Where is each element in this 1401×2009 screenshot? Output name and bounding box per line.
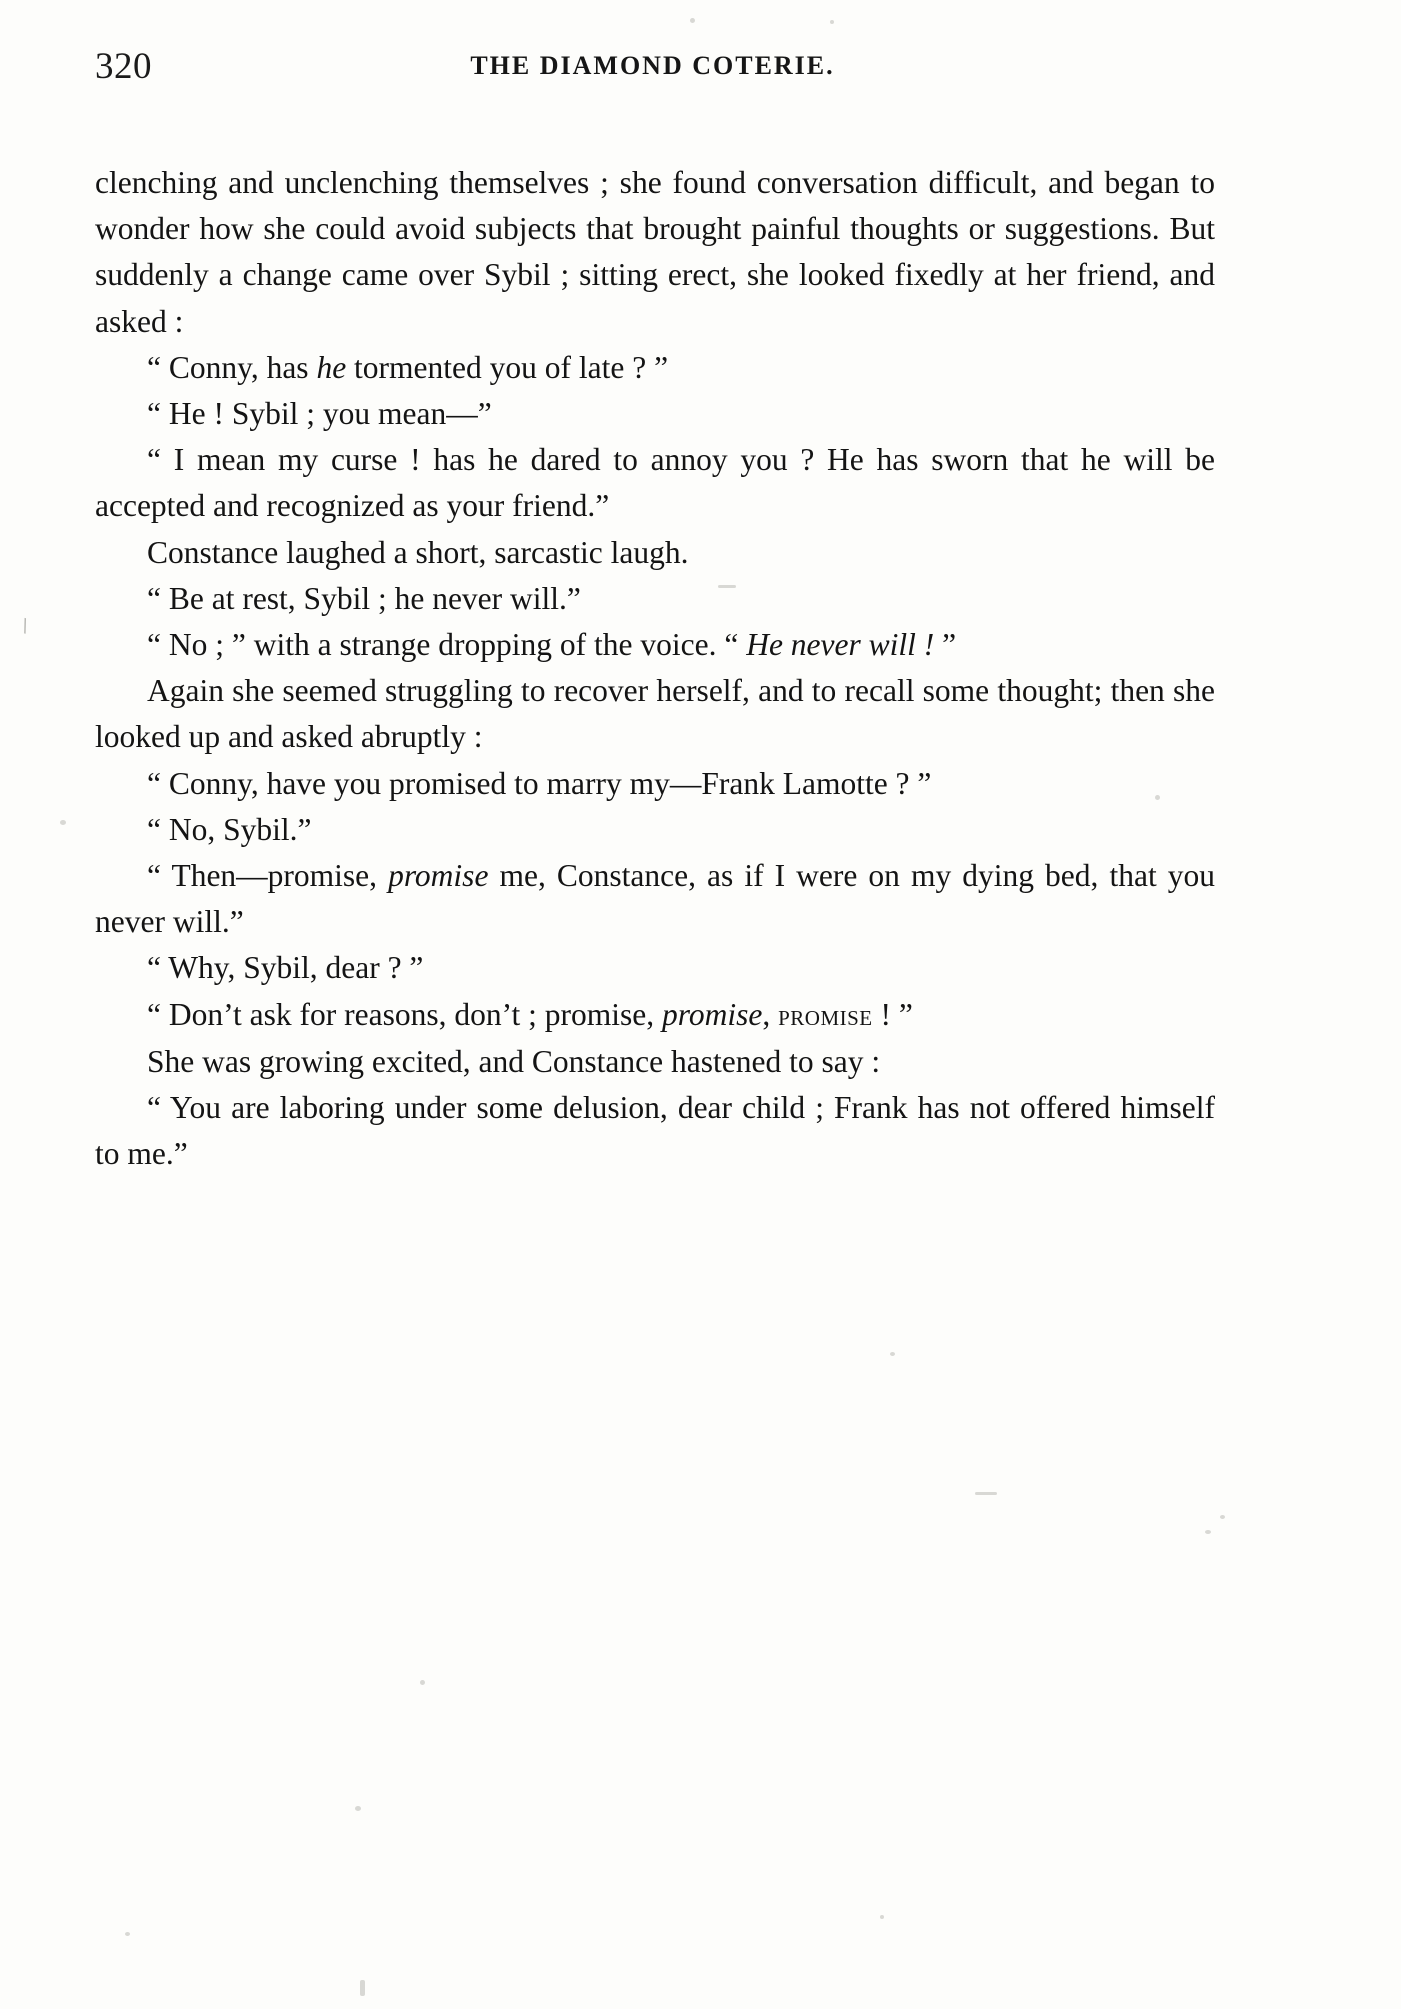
scan-speck — [125, 1932, 130, 1936]
scan-speck — [830, 20, 834, 24]
scan-speck — [975, 1492, 997, 1495]
scan-speck — [1205, 1530, 1211, 1534]
paragraph: “ Don’t ask for reasons, don’t ; promise, promise, promise ! ” — [147, 996, 913, 1032]
scan-speck — [60, 820, 66, 825]
scan-speck — [890, 1352, 895, 1356]
scan-speck — [360, 1980, 365, 1996]
paragraph: She was growing excited, and Constance hastened to say : — [147, 1043, 881, 1079]
paragraph: “ Conny, has he tormented you of late ? ” — [147, 349, 669, 385]
paragraph: Constance laughed a short, sarcastic laugh. — [147, 534, 689, 570]
paragraph: “ Conny, have you promised to marry my—Frank Lamotte ? ” — [147, 765, 932, 801]
scan-speck — [355, 1806, 361, 1811]
page-header — [95, 45, 1210, 93]
paragraph: Again she seemed struggling to recover herself, and to recall some thought; then she looked up and asked abruptly : — [95, 673, 1215, 755]
scan-speck — [1155, 795, 1160, 800]
paragraph: “ You are laboring under some delusion, dear child ; Frank has not offered himself to me.” — [95, 1090, 1215, 1172]
paragraph: “ Be at rest, Sybil ; he never will.” — [147, 580, 581, 616]
paragraph: “ I mean my curse ! has he dared to annoy you ? He has sworn that he will be accepted and recognized as your friend.” — [95, 442, 1215, 524]
scan-speck — [880, 1915, 884, 1919]
paragraph: “ No, Sybil.” — [147, 811, 312, 847]
scan-speck — [690, 18, 695, 23]
page-body — [95, 160, 1215, 1177]
scan-speck — [718, 585, 736, 588]
paragraph: “ Then—promise, promise me, Constance, as if I were on my dying bed, that you never will.” — [95, 858, 1215, 940]
paragraph: clenching and unclenching themselves ; she found conversation difficult, and began to wonder how she could avoid subjects that brought painful thoughts or suggestions. But suddenly a change came over Sybil ; sitting erect, she looked fixedly at her friend, and asked : — [95, 165, 1215, 339]
running-head: THE DIAMOND COTERIE. — [470, 51, 835, 80]
paragraph: “ Why, Sybil, dear ? ” — [147, 950, 424, 986]
scan-speck — [420, 1680, 425, 1685]
paragraph: “ He ! Sybil ; you mean—” — [147, 396, 492, 432]
scan-speck — [1220, 1515, 1225, 1519]
scan-mark: \ — [18, 612, 33, 639]
paragraph: “ No ; ” with a strange dropping of the voice. “ He never will ! ” — [147, 627, 957, 663]
page-number: 320 — [95, 46, 152, 87]
